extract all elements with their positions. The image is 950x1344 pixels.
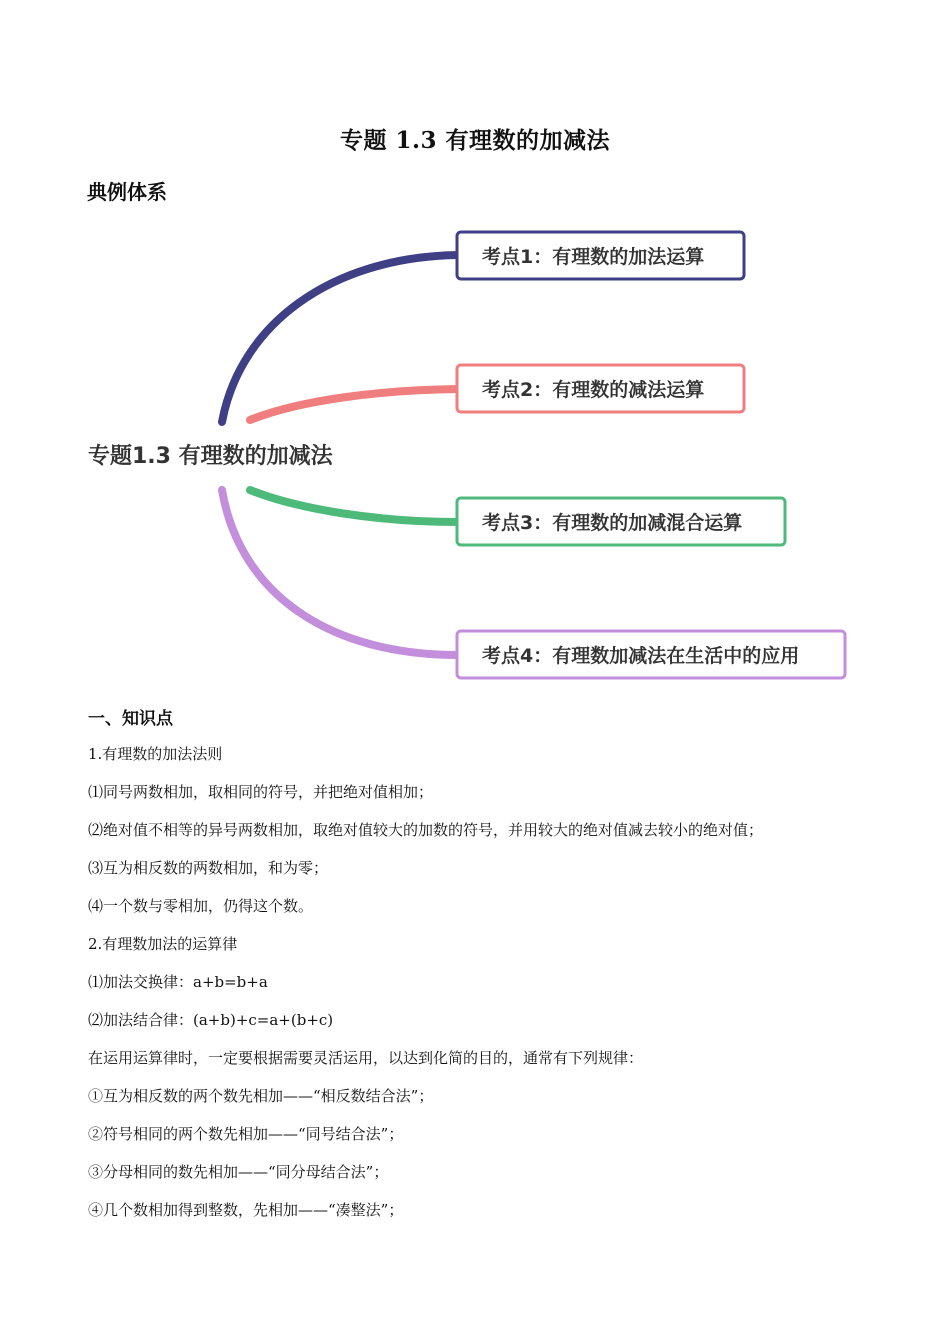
branch-label-3: 考点3：有理数的加减混合运算 (482, 512, 743, 534)
branch-label-4: 考点4：有理数加减法在生活中的应用 (482, 645, 800, 667)
text-line: ⑶互为相反数的两数相加，和为零； (88, 859, 329, 877)
text-line: ⑴加法交换律：a+b=b+a (88, 973, 268, 991)
text-line: ⑴同号两数相加，取相同的符号，并把绝对值相加； (88, 783, 434, 801)
text-line: ⑵加法结合律：(a+b)+c=a+(b+c) (88, 1011, 334, 1029)
branch-label-1: 考点1：有理数的加法运算 (482, 246, 705, 268)
mind-map (0, 215, 950, 695)
connector-3 (250, 490, 458, 522)
text-line: ②符号相同的两个数先相加——“同号结合法”； (88, 1125, 404, 1143)
text-line: ③分母相同的数先相加——“同分母结合法”； (88, 1163, 389, 1181)
branch-node-2 (457, 365, 744, 412)
text-line: ①互为相反数的两个数先相加——“相反数结合法”； (88, 1087, 434, 1105)
branch-node-1 (457, 232, 744, 279)
section-heading: 典例体系 (87, 180, 167, 204)
mindmap-root: 专题1.3 有理数的加减法 (88, 444, 333, 469)
page-title: 专题 1.3 有理数的加减法 (339, 127, 611, 154)
text-line: 2.有理数加法的运算律 (88, 935, 238, 953)
text-line: ⑷一个数与零相加，仍得这个数。 (88, 897, 314, 915)
branch-label-2: 考点2：有理数的减法运算 (482, 379, 705, 401)
branch-node-4 (457, 631, 845, 678)
connector-2 (250, 389, 458, 420)
knowledge-heading: 一、知识点 (88, 709, 173, 729)
branch-node-3 (457, 498, 785, 545)
text-line: ④几个数相加得到整数，先相加——“凑整法”； (88, 1201, 404, 1219)
text-line: ⑵绝对值不相等的异号两数相加，取绝对值较大的加数的符号，并用较大的绝对值减去较小的绝对值； (88, 821, 764, 839)
text-line: 在运用运算律时，一定要根据需要灵活运用，以达到化简的目的，通常有下列规律： (88, 1049, 644, 1067)
text-line: 1.有理数的加法法则 (88, 745, 223, 763)
